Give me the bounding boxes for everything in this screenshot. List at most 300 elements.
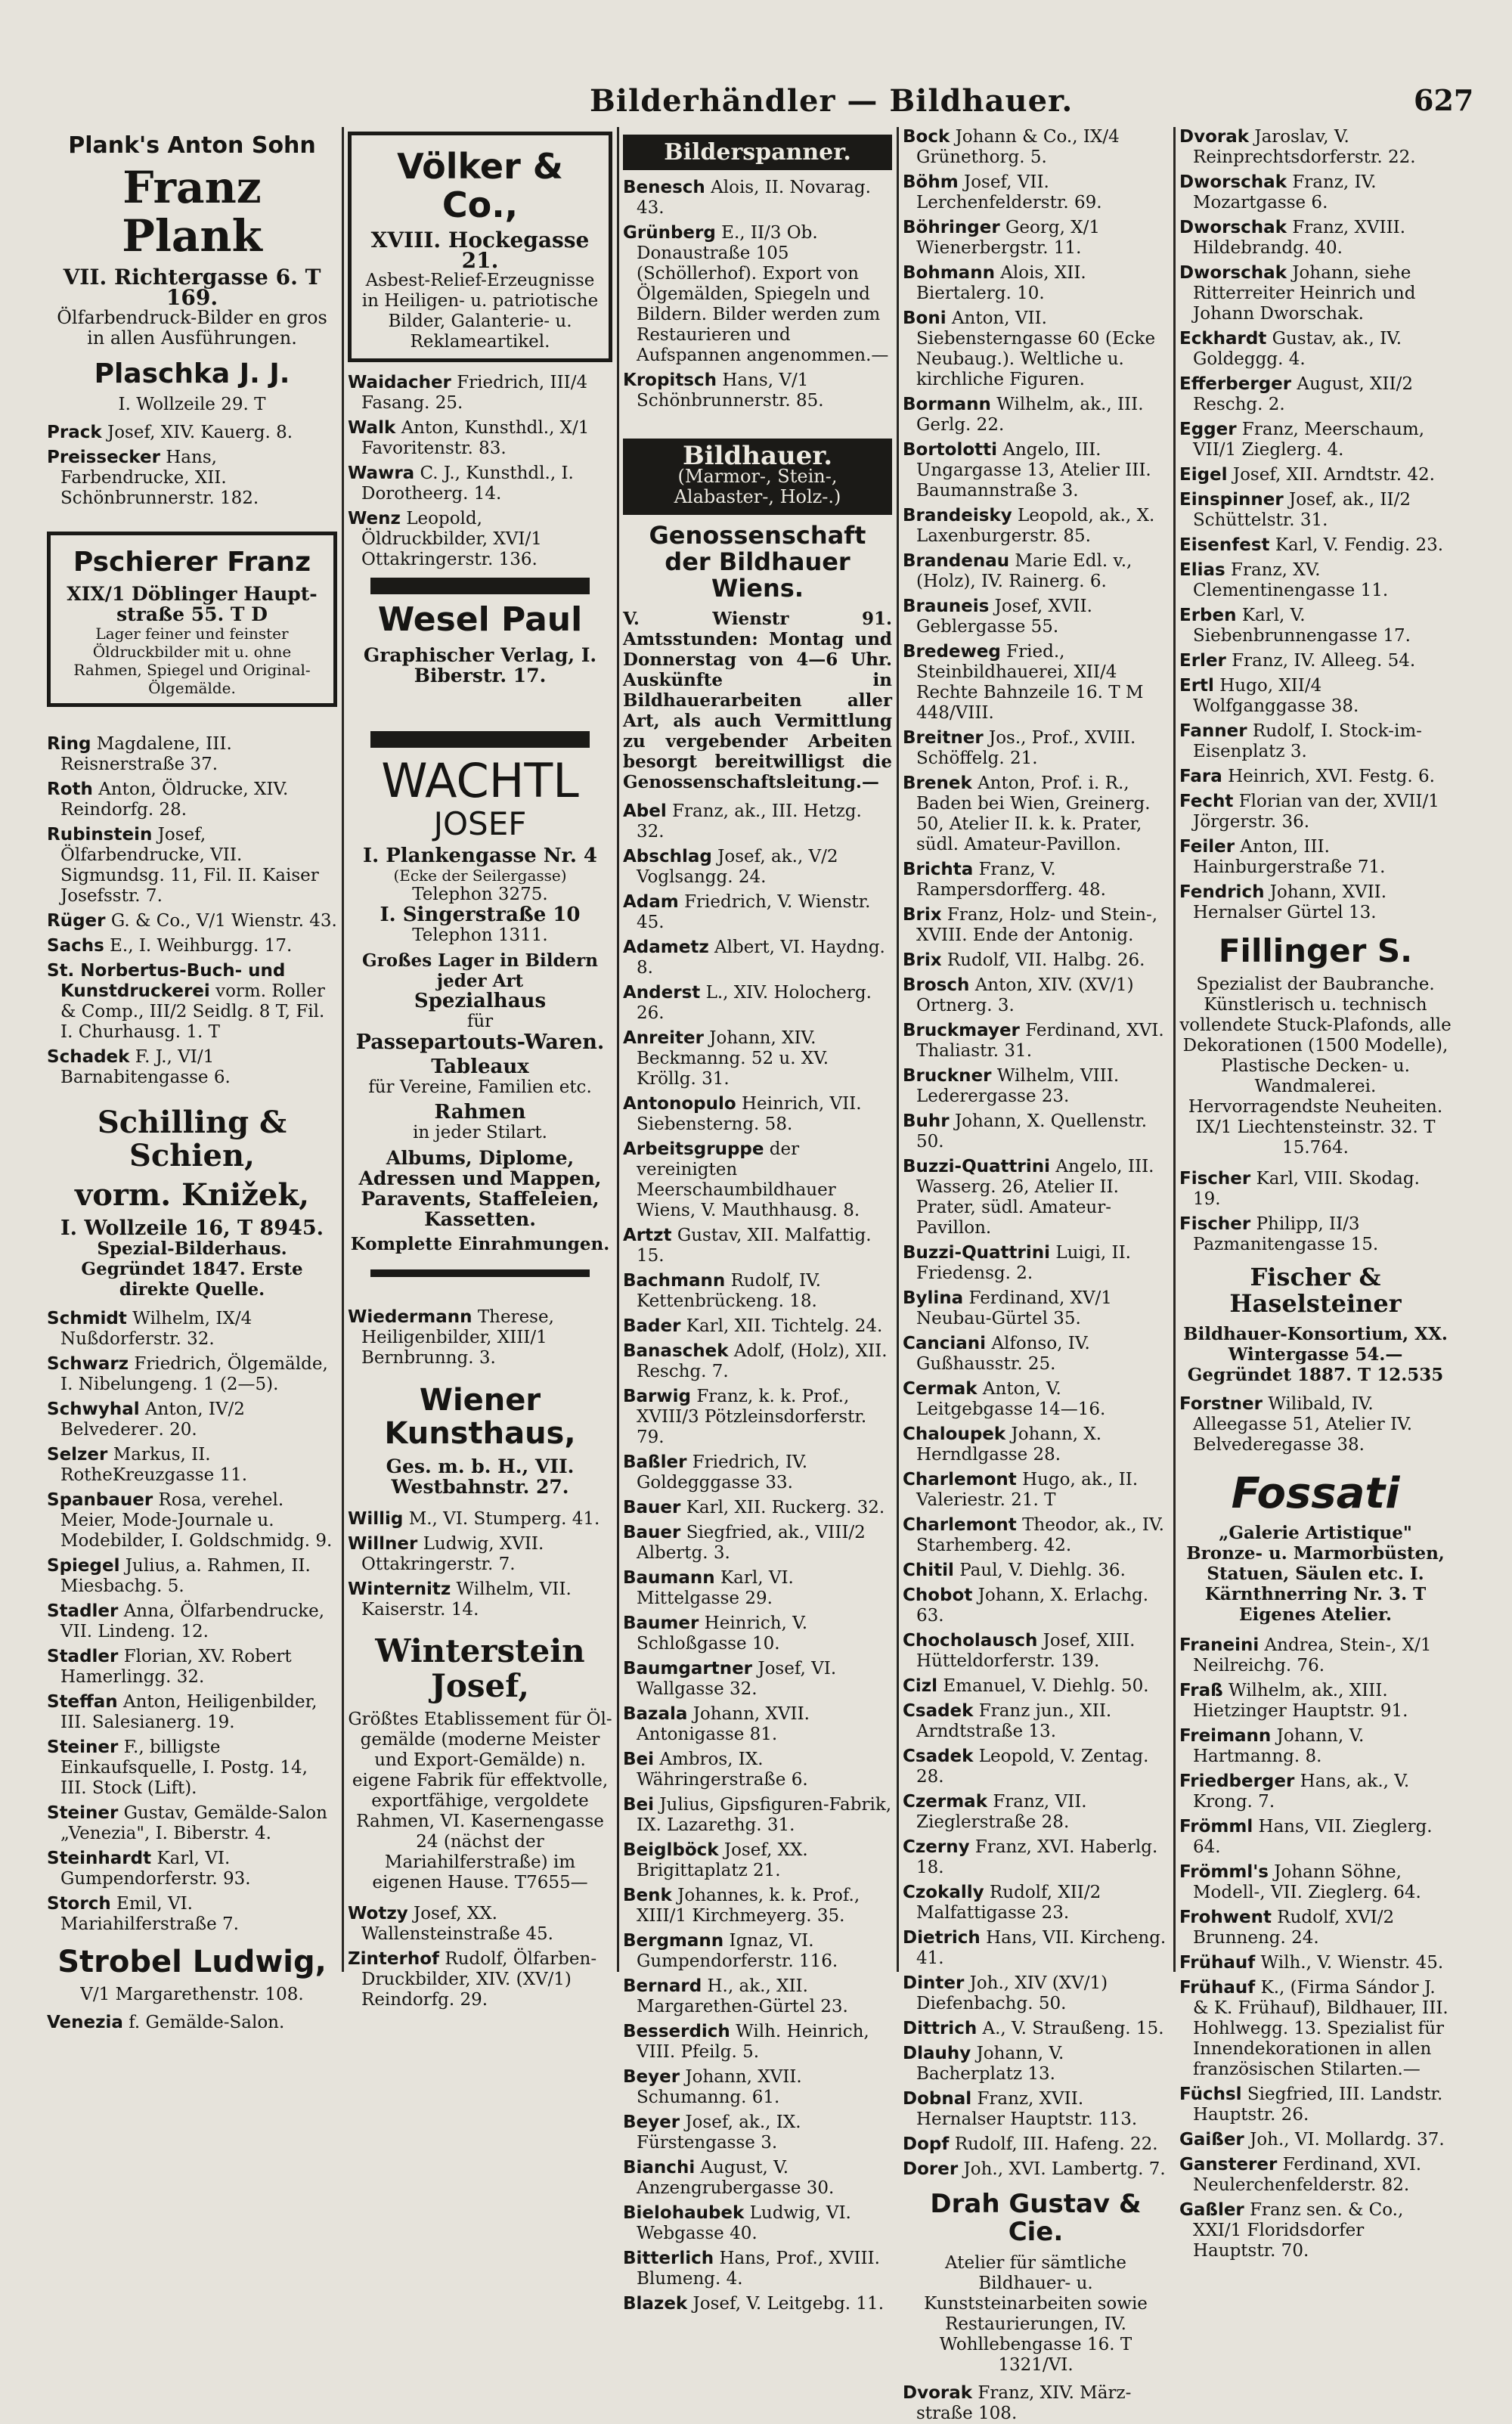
entry-name: Baumann xyxy=(623,1567,715,1588)
entry-name: Bitterlich xyxy=(623,2248,714,2268)
entry-name: Bohmann xyxy=(903,263,995,283)
entry-name: Bylina xyxy=(903,1288,964,1308)
entry-name: Winternitz xyxy=(348,1579,451,1599)
list-item xyxy=(623,1795,892,1836)
list-item xyxy=(1179,651,1452,671)
list-item xyxy=(623,1452,892,1493)
entry-text: Anton, XIV. (XV/1) Ortnerg. 3. xyxy=(916,975,1134,1015)
list-item xyxy=(903,1424,1169,1465)
entry-list xyxy=(1179,1635,1452,2261)
entry-name: Fendrich xyxy=(1179,882,1265,902)
entry-text: August, V. Anzengrubergasse 30. xyxy=(637,2157,835,2198)
entry-text: Rosa, verehel. Meier, Mode-Journale u. Modebilder, I. Goldschmidg. 9. xyxy=(60,1489,333,1551)
list-item xyxy=(903,1676,1169,1697)
list-item xyxy=(903,773,1169,855)
entry-text: Hans, VII. Zieglerg. 64. xyxy=(1193,1817,1433,1858)
ad-wachtl xyxy=(348,752,612,1254)
list-item xyxy=(1179,721,1452,762)
entry-list xyxy=(903,2383,1169,2424)
list-item xyxy=(47,1445,337,1486)
entry-text: Franz, XV. Clementinengasse 11. xyxy=(1193,560,1389,600)
list-item xyxy=(623,1316,892,1337)
entry-text: Heinrich, VII. Siebensterng. 58. xyxy=(637,1093,862,1134)
entry-name: Fraß xyxy=(1179,1681,1223,1701)
entry-text: Karl, V. Siebenbrunnengasse 17. xyxy=(1193,606,1411,646)
list-item xyxy=(903,2019,1169,2039)
entry-text: Joh., XVI. Lambertg. 7. xyxy=(963,2159,1166,2179)
list-item xyxy=(1179,127,1452,168)
page-title: Bilderhändler — Bildhauer. xyxy=(590,83,1074,119)
ad-text: Passepartouts-Waren. xyxy=(355,1030,605,1054)
entry-name: Dorer xyxy=(903,2159,959,2179)
list-item xyxy=(623,1094,892,1135)
entry-name: Bernard xyxy=(623,1976,702,1996)
list-item xyxy=(348,1509,612,1530)
entry-text: Jos., Prof., XVIII. Schöffelg. 21. xyxy=(916,728,1136,768)
entry-text: Karl, XII. Tichtelg. 24. xyxy=(686,1316,883,1336)
ad-name: Fossati xyxy=(1231,1468,1400,1518)
entry-text: Ferdinand, XVI. Neulerchenfelderstr. 82. xyxy=(1193,2155,1422,2196)
list-item xyxy=(1179,837,1452,878)
entry-name: Franeini xyxy=(1179,1635,1259,1656)
entry-text: Jaroslav, V. Reinprechtsdorferstr. 22. xyxy=(1193,127,1416,167)
entry-text: Johann Söhne, Modell-, VII. Zieglerg. 64. xyxy=(1193,1862,1421,1903)
entry-name: Stadler xyxy=(47,1601,119,1621)
ad-fossati xyxy=(1179,1468,1452,1626)
list-item xyxy=(903,263,1169,304)
list-item xyxy=(47,1354,337,1395)
entry-name: Steffan xyxy=(47,1691,118,1712)
entry-name: Buzzi-Quattrini xyxy=(903,1157,1051,1176)
ad-text: Tableaux xyxy=(431,1055,529,1078)
entry-name: Storch xyxy=(47,1893,111,1914)
entry-text: Gustav, Gemälde-Salon „Venezia", I. Biberstr. 4. xyxy=(60,1803,327,1843)
list-item xyxy=(903,1586,1169,1626)
entry-name: Beyer xyxy=(623,2066,680,2087)
list-item xyxy=(47,423,337,443)
entry-name: Eisenfest xyxy=(1179,535,1270,555)
ad-name: JOSEF xyxy=(433,804,527,842)
list-item xyxy=(348,1307,612,1369)
entry-list xyxy=(1179,1169,1452,1255)
list-item xyxy=(348,1904,612,1945)
entry-text: Karl, V. Fendig. 23. xyxy=(1275,535,1444,555)
list-item xyxy=(1179,1908,1452,1948)
entry-name: Steiner xyxy=(47,1803,119,1823)
entry-text: Josef, XIV. Kauerg. 8. xyxy=(107,423,293,443)
entry-text: Therese, Heiligenbilder, XIII/1 Bernbrunng. 3. xyxy=(361,1307,554,1368)
entry-text: Johann, X. Erlachg. 63. xyxy=(916,1586,1149,1626)
entry-name: Bruckner xyxy=(903,1066,992,1086)
entry-name: Eigel xyxy=(1179,465,1228,485)
entry-text: Philipp, II/3 Pazmanitengasse 15. xyxy=(1193,1214,1379,1255)
entry-name: Ring xyxy=(47,733,91,754)
list-item xyxy=(1179,1169,1452,1210)
entry-text: Alfonso, IV. Gußhausstr. 25. xyxy=(916,1334,1090,1374)
entry-text: Franz sen. & Co., XXI/1 Floridsdorfer Hauptstr. 70. xyxy=(1193,2200,1404,2261)
entry-text: Franz, VII. Zieglerstraße 28. xyxy=(916,1792,1087,1832)
list-item xyxy=(903,2044,1169,2085)
list-item xyxy=(47,1309,337,1350)
ad-text: Graphischer Verlag, I. Biberstr. 17. xyxy=(363,643,597,687)
entry-text: Josef, ak., II/2 Schüttelstr. 31. xyxy=(1193,490,1411,530)
entry-list xyxy=(348,1509,612,1620)
entry-name: St. Norbertus-Buch- und Kunstdruckerei xyxy=(47,960,286,1001)
entry-name: Boni xyxy=(903,308,947,328)
entry-list xyxy=(47,1309,337,1935)
list-item xyxy=(623,1341,892,1382)
entry-text: Florian van der, XVII/1 Jörgerstr. 36. xyxy=(1193,792,1439,832)
entry-name: Anreiter xyxy=(623,1028,704,1048)
entry-text: Josef, XII. Arndtstr. 42. xyxy=(1232,465,1435,485)
entry-name: Czermak xyxy=(903,1792,987,1812)
entry-text: vorm. Roller & Comp., III/2 Seidlg. 8 T, Fil. I. Churhausg. 1. T xyxy=(60,981,325,1042)
entry-text: Franz, XVIII. Hildebrandg. 40. xyxy=(1193,218,1406,258)
entry-name: Csadek xyxy=(903,1747,974,1766)
ad-text: Rahmen xyxy=(434,1100,526,1124)
list-item xyxy=(47,1490,337,1551)
ad-text: Spezial-Bilderhaus. Gegründet 1847. Erste direkte Quelle. xyxy=(81,1238,303,1300)
list-item xyxy=(348,1534,612,1575)
column-rule xyxy=(1173,127,1176,1972)
entry-text: Joh., VI. Mollardg. 37. xyxy=(1250,2130,1445,2150)
entry-text: Johann, V. Bacherplatz 13. xyxy=(916,2044,1064,2084)
entry-text: Josef, XX. Wallensteinstraße 45. xyxy=(361,1904,553,1945)
entry-name: Bei xyxy=(623,1794,655,1815)
list-item xyxy=(1179,1862,1452,1903)
list-item xyxy=(623,1750,892,1790)
list-item xyxy=(1179,882,1452,923)
ad-text: für Vereine, Familien etc. xyxy=(368,1077,592,1097)
list-item xyxy=(348,509,612,570)
ad-name: Pschierer Franz xyxy=(73,547,311,578)
list-item xyxy=(47,1737,337,1799)
list-item xyxy=(903,1157,1169,1238)
list-item xyxy=(903,2383,1169,2424)
entry-text: Friedrich, Ölgemälde, I. Nibelungeng. 1 (2—5). xyxy=(60,1353,328,1394)
entry-text: Wilhelm, IX/4 Nußdorferstr. 32. xyxy=(60,1308,253,1349)
list-item xyxy=(348,1949,612,2010)
entry-name: Steinhardt xyxy=(47,1848,152,1868)
entry-list xyxy=(348,373,612,570)
ad-strobel xyxy=(47,1945,337,2005)
column-rule xyxy=(897,127,899,1972)
ad-text: Lager feiner und feinster Öldruckbilder mit u. ohne Rahmen, Spiegel und Original-Ölgemälde. xyxy=(73,624,311,697)
entry-text: Wilibald, IV. Alleegasse 51, Atelier IV. Belvederegasse 38. xyxy=(1193,1393,1413,1455)
entry-name: Brix xyxy=(903,950,942,970)
entry-text: Emanuel, V. Diehlg. 50. xyxy=(943,1676,1149,1696)
entry-text: Markus, II. RotheKreuzgasse 11. xyxy=(60,1444,248,1485)
entry-text: Anton, Öldrucke, XIV. Reindorfg. 28. xyxy=(60,779,289,820)
entry-name: Elias xyxy=(1179,560,1225,580)
entry-text: Angelo, III. Wasserg. 26, Atelier II. Prater, südl. Amateur-Pavillon. xyxy=(916,1157,1154,1238)
entry-name: Brix xyxy=(903,905,942,925)
entry-text: Karl, XII. Ruckerg. 32. xyxy=(686,1497,885,1517)
ad-fischer xyxy=(1179,1264,1452,1384)
list-item xyxy=(1179,1214,1452,1255)
entry-name: Bader xyxy=(623,1316,681,1336)
ad-address: straße 55. T D xyxy=(116,603,268,625)
ad-name: Genossenschaft der Bildhauer Wiens. xyxy=(649,521,866,603)
ad-text: „Galerie Artistique" Bronze- u. Marmorbüsten, Statuen, Säulen etc. I. Kärnthnerring Nr. 3. T Eigenes Atelier. xyxy=(1186,1523,1445,1626)
list-item xyxy=(903,1928,1169,1969)
entry-text: Friedrich, V. Wienstr. 45. xyxy=(637,891,871,932)
entry-text: F., billigste Einkaufsquelle, I. Postg. 14, III. Stock (Lift). xyxy=(60,1737,308,1798)
list-item xyxy=(47,936,337,956)
page-number: 627 xyxy=(1414,83,1474,117)
list-item xyxy=(623,178,892,219)
list-item xyxy=(1179,792,1452,832)
list-item xyxy=(903,1111,1169,1152)
entry-list xyxy=(1179,127,1452,923)
entry-text: Adolf, (Holz), XII. Reschg. 7. xyxy=(637,1341,888,1381)
entry-name: Eckhardt xyxy=(1179,329,1267,349)
list-item xyxy=(903,2159,1169,2180)
entry-text: Johann, XVII. Hernalser Gürtel 13. xyxy=(1193,882,1387,922)
entry-name: Rubinstein xyxy=(47,824,153,845)
entry-name: Charlemont xyxy=(903,1515,1017,1535)
entry-text: Josef, VII. Lerchenfelderstr. 69. xyxy=(916,172,1102,212)
entry-list xyxy=(1179,1394,1452,1455)
entry-name: Brandenau xyxy=(903,551,1010,571)
list-item xyxy=(623,2294,892,2314)
ad-name: Drah Gustav & Cie. xyxy=(930,2189,1142,2248)
entry-name: Dworschak xyxy=(1179,218,1287,237)
entry-name: Sachs xyxy=(47,935,104,956)
entry-name: Bortolotti xyxy=(903,440,998,460)
ad-genossenschaft xyxy=(623,522,892,792)
ad-text: in jeder Stilart. xyxy=(413,1122,547,1142)
entry-name: Wenz xyxy=(348,509,401,529)
list-item xyxy=(47,911,337,931)
entry-text: G. & Co., V/1 Wienstr. 43. xyxy=(110,910,337,931)
entry-text: Hans, Farbendrucke, XII. Schönbrunnerstr. 182. xyxy=(60,448,259,509)
entry-name: Fischer xyxy=(1179,1214,1251,1235)
entry-name: Bachmann xyxy=(623,1270,726,1291)
list-item xyxy=(903,642,1169,724)
list-item xyxy=(903,1747,1169,1787)
ad-name: vorm. Knižek, xyxy=(74,1176,310,1213)
entry-name: Bormann xyxy=(903,395,991,414)
entry-text: Friedrich, IV. Goldegggasse 33. xyxy=(637,1452,808,1493)
ad-phone: Telephon 3275. xyxy=(412,884,548,904)
list-item xyxy=(903,728,1169,769)
entry-name: Wawra xyxy=(348,463,415,484)
list-item xyxy=(623,1498,892,1518)
entry-name: Chaloupek xyxy=(903,1424,1006,1444)
ad-address: (Ecke der Seilergasse) xyxy=(393,866,567,885)
entry-text: F. J., VI/1 Barnabitengasse 6. xyxy=(60,1046,231,1087)
list-item xyxy=(47,1556,337,1597)
ad-address: XVIII. Hockegasse 21. xyxy=(370,228,590,274)
entry-name: Abschlag xyxy=(623,846,712,866)
entry-text: Rudolf, Ölfarben-Druckbilder, XIV. (XV/1) Reindorfg. 29. xyxy=(361,1949,597,2010)
list-item xyxy=(903,1883,1169,1923)
list-item xyxy=(47,1047,337,1088)
entry-name: Bock xyxy=(903,127,950,147)
entry-name: Fischer xyxy=(1179,1169,1251,1189)
list-item xyxy=(903,1379,1169,1420)
entry-name: Rüger xyxy=(47,910,106,931)
entry-name: Benk xyxy=(623,1885,672,1905)
entry-text: H., ak., XII. Margarethen-Gürtel 23. xyxy=(637,1976,848,2016)
ad-name: Strobel Ludwig, xyxy=(57,1944,327,1979)
ad-pschierer xyxy=(47,532,337,707)
entry-name: Friedberger xyxy=(1179,1772,1295,1792)
ad-name: Fillinger S. xyxy=(1218,932,1413,969)
entry-text: August, XII/2 Reschg. 2. xyxy=(1193,374,1413,414)
entry-name: Benesch xyxy=(623,178,705,197)
list-item xyxy=(1179,1726,1452,1767)
list-item xyxy=(1179,2085,1452,2125)
list-item xyxy=(623,1387,892,1448)
list-item xyxy=(903,172,1169,213)
entry-text: Franz, IV. Alleeg. 54. xyxy=(1232,651,1416,671)
list-item xyxy=(47,1849,337,1889)
entry-name: Bruckmayer xyxy=(903,1021,1020,1040)
entry-text: Johann, XVII. Antonigasse 81. xyxy=(637,1703,810,1744)
entry-text: Hans, VII. Kircheng. 41. xyxy=(916,1928,1167,1968)
entry-name: Dvorak xyxy=(1179,127,1250,147)
list-item xyxy=(903,1515,1169,1556)
entry-name: Brauneis xyxy=(903,597,990,616)
list-item xyxy=(1179,1817,1452,1858)
list-item xyxy=(1179,465,1452,485)
entry-text: Paul, V. Diehlg. 36. xyxy=(959,1561,1126,1580)
list-item xyxy=(903,2134,1169,2155)
list-item xyxy=(903,1470,1169,1511)
list-item xyxy=(903,1837,1169,1878)
divider xyxy=(370,731,590,748)
ad-text: Großes Lager in Bildern jeder Art xyxy=(361,950,599,991)
entry-name: Dittrich xyxy=(903,2019,978,2038)
entry-text: Ludwig, XVII. Ottakringerstr. 7. xyxy=(361,1533,544,1574)
entry-text: Johann & Co., IX/4 Grünethorg. 5. xyxy=(916,127,1120,167)
list-item xyxy=(1179,2155,1452,2196)
entry-text: Leopold, V. Zentag. 28. xyxy=(916,1747,1149,1787)
ad-name: Plank's Anton Sohn xyxy=(68,132,316,159)
entry-name: Dvorak xyxy=(903,2382,973,2403)
list-item xyxy=(348,463,612,504)
entry-text: Johannes, k. k. Prof., XIII/1 Kirchmeyerg. 35. xyxy=(637,1885,860,1926)
entry-text: Angelo, III. Ungargasse 13, Atelier III. Baumannstraße 3. xyxy=(916,440,1151,501)
entry-text: Florian, XV. Robert Hamerlingg. 32. xyxy=(60,1646,292,1687)
list-item xyxy=(47,825,337,907)
list-item xyxy=(903,1792,1169,1833)
entry-text: Luigi, II. Friedensg. 2. xyxy=(916,1243,1131,1283)
entry-name: Freimann xyxy=(1179,1726,1272,1747)
entry-text: C. J., Kunsthdl., I. Dorotheerg. 14. xyxy=(361,463,574,504)
list-item xyxy=(47,1400,337,1440)
entry-text: L., XIV. Holocherg. 26. xyxy=(637,982,872,1023)
entry-name: Buhr xyxy=(903,1111,950,1131)
list-item xyxy=(903,551,1169,592)
entry-name: Schadek xyxy=(47,1046,130,1067)
column-rule xyxy=(342,127,344,1972)
list-item xyxy=(623,1028,892,1090)
list-item xyxy=(348,418,612,459)
entry-name: Abel xyxy=(623,801,667,821)
list-item xyxy=(623,2022,892,2063)
ad-kunsthaus xyxy=(348,1384,612,1497)
entry-text: Johann, X. Herndlgasse 28. xyxy=(916,1424,1102,1465)
entry-name: Willner xyxy=(348,1533,418,1554)
column-4 xyxy=(903,127,1169,2423)
ad-address: XIX/1 Döblinger Haupt- xyxy=(67,582,318,605)
list-item xyxy=(623,370,892,411)
entry-name: Steiner xyxy=(47,1737,119,1757)
list-item xyxy=(623,1271,892,1312)
list-item xyxy=(1179,1953,1452,1973)
list-item xyxy=(623,801,892,842)
section-title: Bildhauer. xyxy=(682,441,833,471)
entry-text: Andrea, Stein-, X/1 Neilreichg. 76. xyxy=(1193,1635,1432,1676)
entry-text: Friedrich, III/4 Fasang. 25. xyxy=(361,373,588,414)
entry-text: Anton, V. Leitgebgasse 14—16. xyxy=(916,1379,1106,1419)
list-item xyxy=(1179,1394,1452,1455)
list-item xyxy=(903,2089,1169,2130)
ad-address: VII. Richtergasse 6. T 169. xyxy=(63,264,321,310)
list-item xyxy=(623,983,892,1024)
list-item xyxy=(903,1243,1169,1284)
entry-text: Rudolf, IV. Kettenbrückeng. 18. xyxy=(637,1270,821,1311)
entry-text: Anton, IV/2 Belvederег. 20. xyxy=(60,1399,245,1440)
entry-text: Josef, XX. Brigittaplatz 21. xyxy=(637,1840,808,1880)
list-item xyxy=(623,1976,892,2017)
entry-name: Bredeweg xyxy=(903,642,1001,662)
entry-name: Fecht xyxy=(1179,792,1234,811)
list-item xyxy=(623,938,892,978)
entry-text: Josef, Ölfarbendrucke, VII. Sigmundsg. 11, Fil. II. Kaiser Josefsstr. 7. xyxy=(60,824,319,906)
entry-text: Alois, II. Novarag. 43. xyxy=(637,178,871,218)
entry-name: Waidacher xyxy=(348,373,451,393)
list-item xyxy=(623,2067,892,2108)
list-item xyxy=(1179,172,1452,213)
list-item xyxy=(903,308,1169,390)
entry-name: Dopf xyxy=(903,2134,950,2154)
entry-name: Chitil xyxy=(903,1561,954,1580)
list-item xyxy=(348,373,612,414)
ad-name: WACHTL xyxy=(381,752,579,808)
entry-text: Gustav, ak., IV. Goldeggg. 4. xyxy=(1193,329,1402,369)
ad-text: Komplette Einrahmungen. xyxy=(350,1233,610,1254)
entry-text: Julius, Gipsfiguren-Fabrik, IX. Lazarethg. 31. xyxy=(637,1794,892,1835)
ad-text: Ges. m. b. H., VII. Westbahnstr. 27. xyxy=(386,1455,575,1498)
entry-list xyxy=(903,127,1169,2180)
entry-text: E., I. Weihburgg. 17. xyxy=(110,935,293,956)
entry-text: Anton, Heiligenbilder, III. Salesianerg. 19. xyxy=(60,1691,318,1732)
ad-name: Wiener Kunsthaus, xyxy=(384,1382,576,1451)
list-item xyxy=(1179,1978,1452,2080)
entry-name: Chocholausch xyxy=(903,1631,1038,1651)
entry-name: Adam xyxy=(623,891,679,912)
entry-text: Karl, VIII. Skodag. 19. xyxy=(1193,1169,1420,1210)
entry-text: Theodor, ak., IV. Starhemberg. 42. xyxy=(916,1515,1164,1555)
ad-text: Atelier für sämtliche Bildhauer- u. Kunststeinarbeiten sowie Restaurierungen, IV. Wohllebengasse 16. T 1321/VI. xyxy=(924,2252,1148,2375)
list-item xyxy=(1179,535,1452,556)
entry-text: Ferdinand, XV/1 Neubau-Gürtel 35. xyxy=(916,1288,1112,1328)
entry-list xyxy=(348,1307,612,1369)
entry-list xyxy=(623,178,892,411)
list-item xyxy=(903,506,1169,547)
entry-name: Schmidt xyxy=(47,1308,127,1328)
entry-text: Ignaz, VI. Gumpendorferstr. 116. xyxy=(637,1930,838,1971)
ad-address: I. Singerstraße 10 xyxy=(380,903,581,926)
entry-text: Gustav, XII. Malfattig. 15. xyxy=(637,1225,872,1266)
entry-name: Bauer xyxy=(623,1497,681,1517)
entry-text: Franz, k. k. Prof., XVIII/3 Pötzleinsdorferstr. 79. xyxy=(637,1386,867,1447)
entry-text: Anton, VII. Siebensterngasse 60 (Ecke Neubaug.). Weltliche u. kirchliche Figuren. xyxy=(916,308,1156,389)
